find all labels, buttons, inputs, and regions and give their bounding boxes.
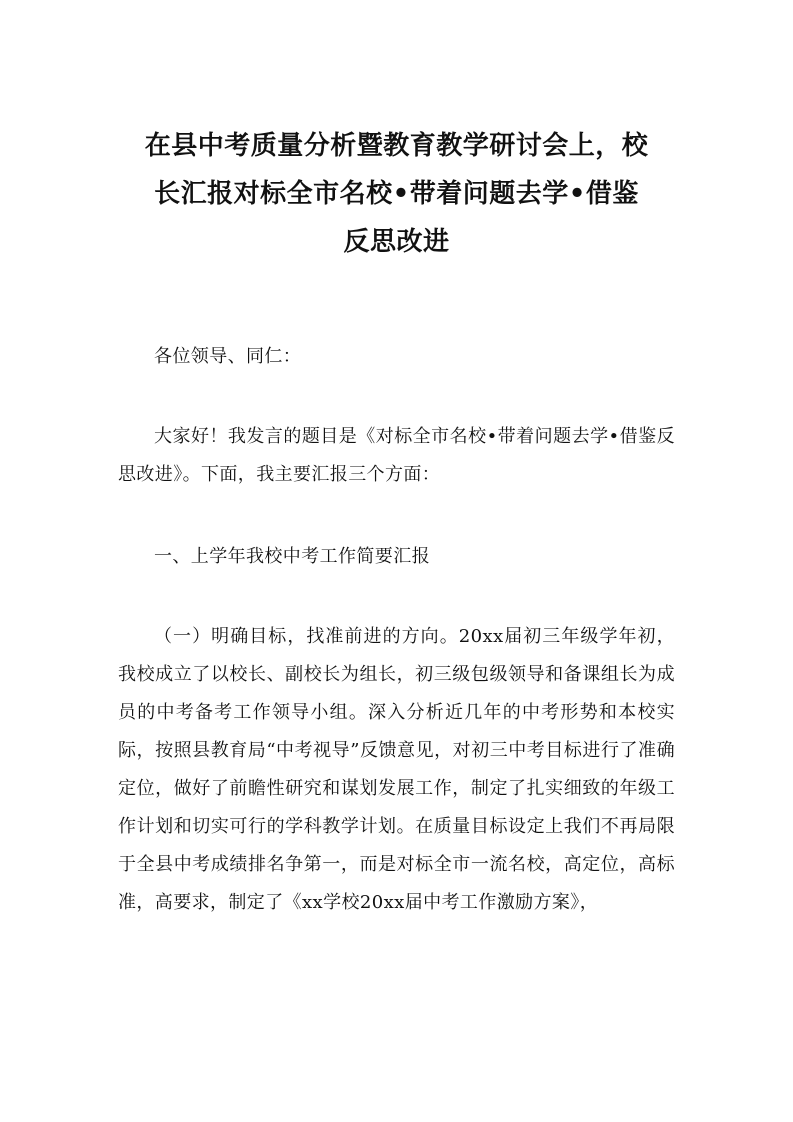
document-title [110, 122, 683, 266]
intro-paragraph: 大家好！我发言的题目是《对标全市名校•带着问题去学•借鉴反思改进》。下面，我主要汇报三个方面： [118, 426, 675, 485]
title-line: 长汇报对标全市名校•带着问题去学•借鉴 [154, 179, 639, 209]
section-heading: 一、上学年我校中考工作简要汇报 [154, 546, 430, 567]
greeting-paragraph: 各位领导、同仁： [154, 346, 302, 367]
title-line: 在县中考质量分析暨教育教学研讨会上，校 [144, 131, 649, 161]
title-line: 反思改进 [343, 227, 450, 257]
section-paragraph: （一）明确目标，找准前进的方向。20xx届初三年级学年初，我校成立了以校长、副校长为组长，初三级包级领导和备课组长为成员的中考备考工作领导小组。深入分析近几年的中考形势和本校实际，按照县教育局“中考视导”反馈意见，对初三中考目标进行了准确定位，做好了前瞻性研究和谋划发展工作，制定了扎实细致的年级工作计划和切实可行的学科教学计划。在质量目标设定上我们不再局限于全县中考成绩排名争第一，而是对标全市一流名校，高定位，高标准，高要求，制定了《xx学校20xx届中考工作激励方案》， [118, 626, 675, 913]
